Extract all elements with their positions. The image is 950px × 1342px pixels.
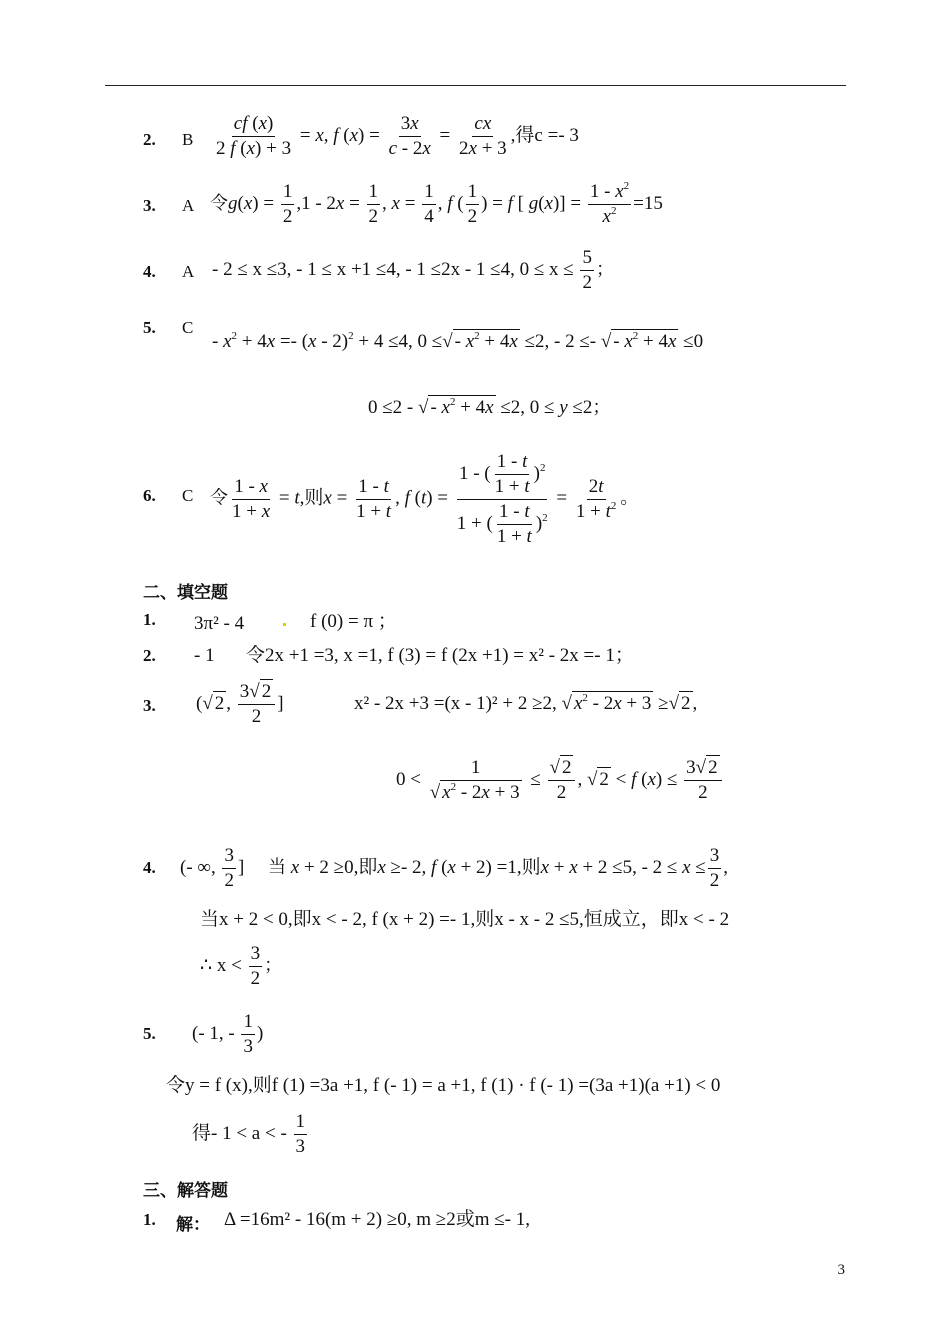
fill-3-line2: 0 < $\frac{1}{√ x^2 - 2x + 3}$ ≤ $\frac{√ 2}{2}$ , √ 2 < f (x) ≤ $\frac{3√ 2}{2}$	[396, 758, 724, 803]
choice-5-line1: - $x^2 + 4x =- (x - 2)^2 + 4 \le 4$, 0 ≤√ - $x^2 + 4x \le 2$, - 2 ≤- √ - $x^2 + 4x \le 0$	[212, 330, 704, 352]
choice-4-number: 4.	[143, 262, 156, 281]
fill-1-formula: f (0) = π ；	[310, 611, 397, 632]
choice-4-expression: - 2 ≤ x ≤3, - 1 ≤ x +1 ≤4, - 1 ≤2x - 1 ≤4, 0 ≤ x ≤	[212, 258, 574, 280]
choice-5-line2: 0 ≤2 - √ - $x^2 + 4x \le 2$, 0 ≤ y ≤2；	[368, 396, 611, 418]
solve-1-label: 解：	[176, 1215, 210, 1235]
period: 。	[620, 487, 639, 509]
when-word: 当	[268, 856, 286, 878]
choice-4-formula: - 2 ≤ x ≤3, - 1 ≤ x +1 ≤4, - 1 ≤2x - 1 ≤4, 0 ≤ x ≤ $\frac{5}{2}$ ；	[212, 247, 614, 293]
choice-4-answer: A	[182, 262, 195, 281]
semicolon: ；	[264, 954, 283, 976]
solve-1-number: 1.	[143, 1210, 156, 1229]
let-word: 令	[210, 192, 228, 214]
choice-3-formula: 令g(x) = $\frac{1}{2}$ ,1 - 2x = $\frac{1}{2}$ , x = $\frac{1}{4}$ , f ( $\frac{1}{2}$ ) = f [ g(x)] = $\frac{1 - x^2}{x^2}$ =15	[210, 180, 663, 227]
fill-4-line1: 当 x + 2 ≥0,即x ≥- 2, f (x + 2) =1,则x + x + 2 ≤5, - 2 ≤ x ≤ $\frac{3}{2}$ ,	[268, 845, 728, 891]
page-number: 3	[837, 1262, 845, 1278]
fill-3-number: 3.	[143, 696, 156, 715]
therefore-expression: ∴ x <	[200, 954, 242, 976]
header-rule	[105, 85, 846, 86]
choice-3-answer: A	[182, 196, 195, 215]
fill-4-number: 4.	[143, 858, 156, 877]
semicolon: ；	[595, 258, 614, 280]
solve-section-title: 三、解答题	[143, 1181, 228, 1201]
fill-3-answer: (√ 2 , $\frac{3√ 2}{2}$ ]	[196, 681, 284, 727]
derive-expression: 得- 1 < a < -	[192, 1122, 287, 1144]
fill-5-answer: (- 1, - $\frac{1}{3}$ )	[192, 1011, 264, 1057]
fill-5-line1: 令y = f (x),则f (1) =3a +1, f (- 1) = a +1, f (1) · f (- 1) =(3a +1)(a +1) < 0	[166, 1075, 721, 1096]
fill-1-number: 1.	[143, 610, 156, 629]
choice-6-number: 6.	[143, 486, 156, 505]
choice-2-result: ,得c =- 3	[510, 124, 579, 146]
dot-mark	[283, 623, 286, 626]
choice-5-answer: C	[182, 318, 194, 337]
choice-3-number: 3.	[143, 196, 156, 215]
solve-1-formula: Δ =16m² - 16(m + 2) ≥0, m ≥2或m ≤- 1,	[224, 1209, 531, 1230]
fill-2-answer: - 1	[194, 645, 215, 666]
fill-3-line1: x² - 2x +3 =(x - 1)² + 2 ≥2, √ $x^2 - 2x + 3$ ≥√ 2 ,	[354, 692, 698, 714]
choice-2-answer: B	[182, 130, 194, 149]
choice-6-formula: 令 $\frac{1 - x}{1 + x}$ = t,则x = $\frac{1 - t}{1 + t}$ , f (t) = 1 - ( $\frac{1 - t}{1 + t}$ )$^2$ 1 + ( $\frac{1 - t}{1 + t}$ )$^2$ = $\frac{2t}{1 + t^2}$ 。	[210, 451, 639, 547]
fill-1-answer: 3π² - 4	[194, 613, 245, 634]
choice-2-number: 2.	[143, 130, 156, 149]
fill-2-number: 2.	[143, 646, 156, 665]
choice-6-answer: C	[182, 486, 194, 505]
semicolon: ；	[592, 397, 611, 418]
fill-2-formula: 令2x +1 =3, x =1, f (3) = f (2x +1) = x² - 2x =- 1；	[246, 645, 634, 666]
let-word: 令	[210, 487, 228, 509]
fill-5-line2: 得- 1 < a < - $\frac{1}{3}$	[192, 1111, 306, 1157]
fill-4-answer: (- ∞, $\frac{3}{2}$ ]	[180, 845, 245, 891]
fill-5-number: 5.	[143, 1024, 156, 1043]
choice-2-formula: $\frac{cf (x)}{2 f (x) + 3}$ = x, f (x) = $\frac{3x}{c - 2x}$ = $\frac{cx}{2x + 3}$ ,得c =- 3	[216, 113, 579, 159]
choice-5-number: 5.	[143, 318, 156, 337]
fill-3-expression: x² - 2x +3 =(x - 1)² + 2 ≥2,	[354, 693, 557, 714]
choice-3-result: =15	[633, 192, 663, 214]
fill-section-title: 二、填空题	[143, 583, 228, 603]
fill-4-line3: ∴ x < $\frac{3}{2}$ ；	[200, 943, 283, 989]
fill-4-line2: 当x + 2 < 0,即x < - 2, f (x + 2) =- 1,则x - x - 2 ≤5,恒成立，即x < - 2	[200, 909, 730, 930]
